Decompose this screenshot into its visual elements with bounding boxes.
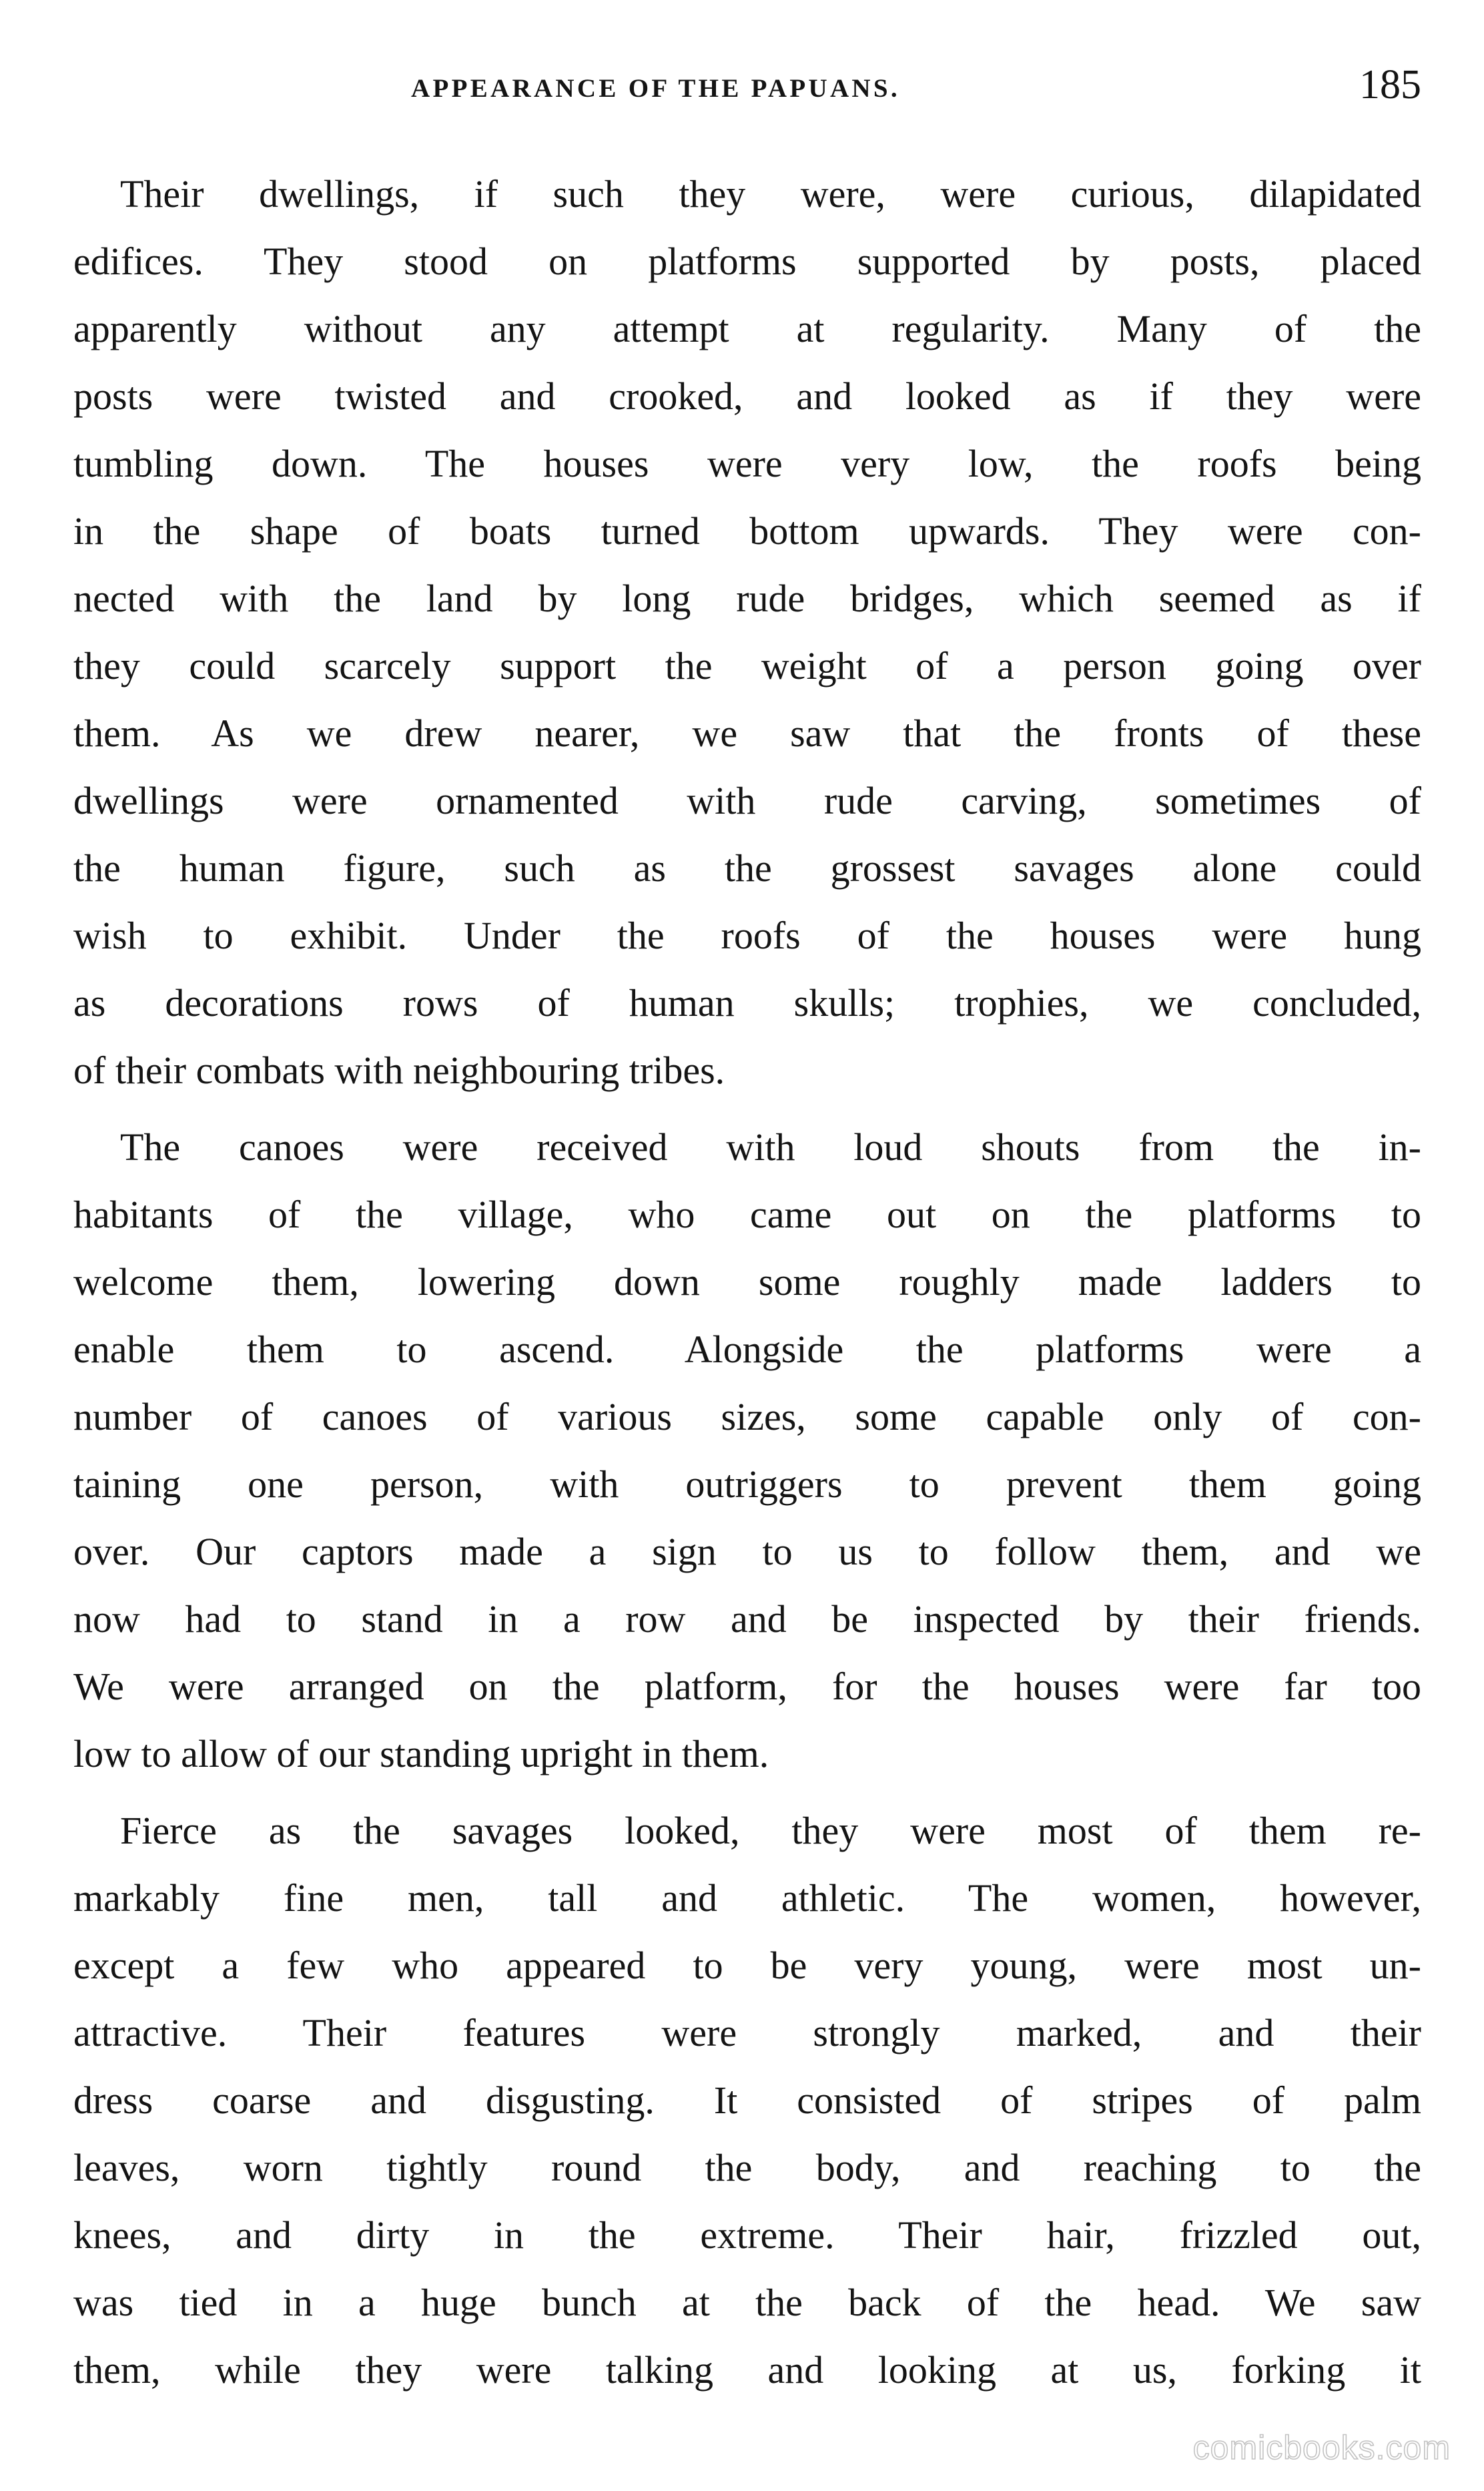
text-line: them. As we drew nearer, we saw that the fronts of these [73, 712, 1421, 755]
text-line: tumbling down. The houses were very low, the roofs being [73, 442, 1421, 485]
text-line: habitants of the village, who came out on the platforms to [73, 1193, 1421, 1236]
text-line: edifices. They stood on platforms supported by posts, placed [73, 240, 1421, 283]
text-line: knees, and dirty in the extreme. Their hair, frizzled out, [73, 2213, 1421, 2257]
text-line: of their combats with neighbouring tribes. [73, 1049, 725, 1092]
text-line: nected with the land by long rude bridges, which seemed as if [73, 577, 1421, 620]
running-title: APPEARANCE OF THE PAPUANS. [411, 74, 900, 103]
text-line: wish to exhibit. Under the roofs of the houses were hung [73, 914, 1421, 957]
paragraph-2 [73, 1113, 1421, 1787]
text-line: We were arranged on the platform, for the houses were far too [73, 1665, 1421, 1708]
text-line: the human figure, such as the grossest savages alone could [73, 846, 1421, 890]
paragraph-gap [73, 1787, 1421, 1797]
text-line: over. Our captors made a sign to us to follow them, and we [73, 1530, 1421, 1573]
paragraph-3 [73, 1797, 1421, 2404]
text-line: attractive. Their features were strongly marked, and their [73, 2011, 1421, 2054]
text-line: enable them to ascend. Alongside the platforms were a [73, 1328, 1421, 1371]
running-head [73, 61, 1421, 121]
text-line: Their dwellings, if such they were, were curious, dilapidated [120, 172, 1421, 216]
body-text [73, 160, 1421, 2404]
text-line: markably fine men, tall and athletic. The women, however, [73, 1876, 1421, 1920]
text-line: Fierce as the savages looked, they were most of them re- [120, 1809, 1421, 1852]
page-number: 185 [1359, 62, 1421, 107]
text-line: welcome them, lowering down some roughly made ladders to [73, 1260, 1421, 1304]
text-line: taining one person, with outriggers to prevent them going [73, 1462, 1421, 1506]
text-line: they could scarcely support the weight of a person going over [73, 644, 1421, 687]
text-line: now had to stand in a row and be inspected by their friends. [73, 1597, 1421, 1641]
text-line: except a few who appeared to be very young, were most un- [73, 1944, 1421, 1987]
text-line: apparently without any attempt at regularity. Many of the [73, 307, 1421, 350]
watermark: comicbooks.com [1192, 2429, 1451, 2466]
paragraph-1 [73, 160, 1421, 1104]
text-line: The canoes were received with loud shouts from the in- [120, 1125, 1421, 1169]
text-line: leaves, worn tightly round the body, and reaching to the [73, 2146, 1421, 2189]
text-line: as decorations rows of human skulls; trophies, we concluded, [73, 981, 1421, 1025]
text-line: number of canoes of various sizes, some capable only of con- [73, 1395, 1421, 1438]
text-line: was tied in a huge bunch at the back of the head. We saw [73, 2281, 1421, 2324]
paragraph-gap [73, 1104, 1421, 1113]
text-line: in the shape of boats turned bottom upwards. They were con- [73, 509, 1421, 553]
text-line: them, while they were talking and looking at us, forking it [73, 2348, 1421, 2392]
text-line: dress coarse and disgusting. It consisted of stripes of palm [73, 2079, 1421, 2122]
text-line: low to allow of our standing upright in them. [73, 1732, 769, 1775]
text-line: dwellings were ornamented with rude carving, sometimes of [73, 779, 1421, 822]
text-line: posts were twisted and crooked, and looked as if they were [73, 374, 1421, 418]
